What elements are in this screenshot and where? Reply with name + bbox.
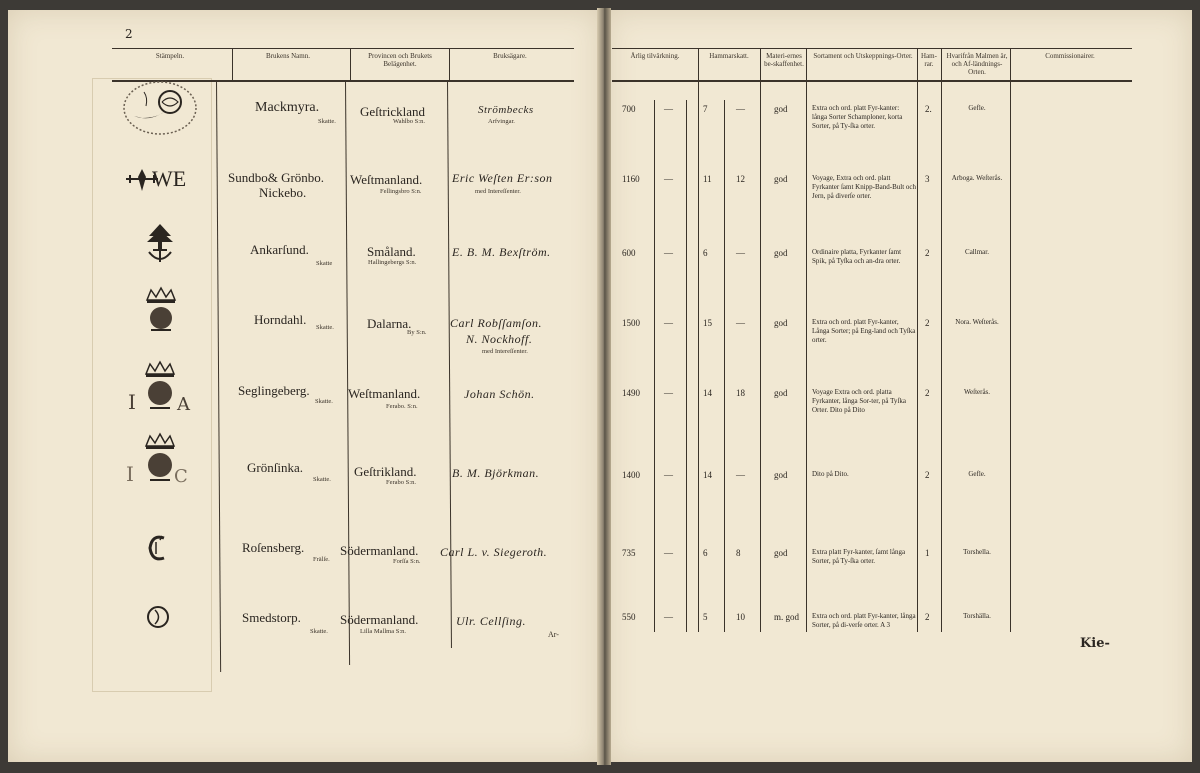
owner-note-2: med Intereſſenter. [475,188,521,195]
header-province: Provincen och Brukets Belägenhet. [368,52,432,68]
header-production: Årlig tilvärkning. [630,52,680,60]
province-1: Geſtrickland [360,104,425,119]
hammer-tax-b-1: — [736,104,745,114]
works-note-6: Skatte. [313,476,331,483]
production-6: 1400 [622,470,640,480]
production-dash-3: — [664,248,673,258]
production-dash-1: — [664,104,673,114]
header-commissioner: Commissionairer. [1045,52,1095,60]
works-name-1: Mackmyra. [255,100,320,115]
tree-anchor-icon [143,222,177,268]
page-number: 2 [125,27,133,41]
right-header-top-rule [612,48,1132,49]
hammer-tax-a-6: 14 [703,470,712,480]
hammers-2: 3 [925,174,930,184]
works-note-3: Skatte [316,260,333,267]
works-note-5: Skatte. [315,398,333,405]
left-col-rule-1 [232,48,233,81]
production-dash-8: — [664,612,673,622]
header-top-rule [112,48,574,49]
stamp-letter-i-a: I [128,390,136,414]
hammers-6: 2 [925,470,930,480]
province-8: Södermanland. [340,612,419,627]
hammer-tax-b-5: 18 [736,388,745,398]
province-3: Småland. [367,244,416,259]
assortment-7: Extra platt Fyr-kanter, ſamt långa Sorter, på Ty-ſka orter. [812,548,906,565]
header-hammer-tax: Hammarskatt. [709,52,749,60]
production-8: 550 [622,612,636,622]
hammer-tax-a-5: 14 [703,388,712,398]
assortment-2: Voyage, Extra och ord. platt Fyrkanter ſamt Knipp-Band-Bult och Jern, på diverſe orter. [812,174,917,200]
owner-note-1: Arfvingar. [488,118,515,125]
works-name-7: Roſensberg. [242,540,305,555]
production-dash-4: — [664,318,673,328]
works-name-2b: Nickebo. [259,185,307,200]
parish-5: Ferabo. S:n. [386,403,418,410]
production-5: 1490 [622,388,640,398]
works-note-1: Skatte. [318,118,336,125]
works-name-4: Horndahl. [254,312,307,327]
production-7: 735 [622,548,636,558]
hammer-tax-a-1: 7 [703,104,708,114]
hammers-4: 2 [925,318,930,328]
works-note-7: Frälſe. [313,556,330,563]
material-3: god [774,248,788,258]
stamp-letter-i-c: I [126,462,134,486]
left-col-rule-3 [449,48,450,81]
owner-4b: N. Nockhoff. [466,332,533,346]
blackletter-c-icon [144,532,170,564]
right-col-rule-3 [806,48,807,632]
header-assortment: Sortament och Utskeppnings-Orter. [813,52,913,60]
stamp-letter-a: A [177,394,190,415]
stamp-letter-c: C [174,466,188,487]
material-8: m. god [774,612,800,622]
right-col-rule-5 [941,48,942,632]
assortment-4: Extra och ord. platt Fyr-kanter, Långa Sorter; på Eng-land och Tyſka orter. [812,318,916,344]
material-7: god [774,548,788,558]
works-note-8: Skatte. [310,628,328,635]
header-hammers: Ham-rar. [921,52,937,68]
left-col-rule-2 [350,48,351,81]
material-5: god [774,388,788,398]
right-header-bottom-rule [612,80,1132,82]
works-name-2: Sundbo& Grönbo. [228,170,325,185]
crown-orb-ic-icon [142,432,178,486]
parish-8: Lilla Mallma S:n. [360,628,407,635]
assortment-8: Extra och ord. platt Fyr-kanter, långa Sorter, på di-verſe orter. A 3 [812,612,916,629]
owner-5: Johan Schön. [464,387,535,401]
hammer-tax-a-3: 6 [703,248,708,258]
origin-2: Arboga. Weſterås. [951,174,1003,182]
parish-7: Forſſa S:n. [393,558,421,565]
parish-1: Wahlbo S:n. [393,118,425,125]
hammer-tax-a-2: 11 [703,174,712,184]
material-6: god [774,470,788,480]
assortment-3: Ordinaire platta, Fyrkanter ſamt Spik, på Tyſka och an-dra orter. [812,248,902,265]
production-dash-5: — [664,388,673,398]
hammer-tax-b-7: 8 [736,548,741,558]
production-dash-2: — [664,174,673,184]
right-subcol-rule-3 [724,100,725,632]
province-4: Dalarna. [367,316,412,331]
production-dash-6: — [664,470,673,480]
parish-2: Fellingsbro S:n. [380,188,422,195]
hammers-8: 2 [925,612,930,622]
header-works: Brukens Namn. [266,52,310,60]
catchword: Kie- [1080,636,1110,651]
hammers-7: 1 [925,548,930,558]
hammer-tax-b-8: 10 [736,612,745,622]
works-name-6: Grönſinka. [247,460,303,475]
parish-3: Hallingebergs S:n. [368,259,417,266]
origin-7: Torshella. [963,548,991,556]
owner-6: B. M. Björkman. [452,466,540,480]
material-2: god [774,174,788,184]
production-2: 1160 [622,174,640,184]
owner-note-4: med Intereſſenter. [482,348,528,355]
origin-6: Gefle. [968,470,986,478]
production-3: 600 [622,248,636,258]
right-subcol-rule-2 [686,100,687,632]
right-col-rule-6 [1010,48,1011,632]
owner-1: Strömbecks [478,104,534,116]
hammer-tax-a-8: 5 [703,612,708,622]
owner-4: Carl Robſſamſon. [450,316,543,330]
assortment-6: Dito på Dito. [812,470,849,478]
right-col-rule-4 [917,48,918,632]
works-name-5: Seglingeberg. [238,383,310,398]
assortment-5: Voyage Extra och ord. platta Fyrkanter, långa Sor-ter, på Tyſka Orter. Dito på Dito [812,388,906,414]
origin-4: Nora. Weſterås. [955,318,999,326]
header-origin: Hvarifrån Malmen är, och Af-ländnings-Orten. [946,52,1008,76]
hammer-tax-a-7: 6 [703,548,708,558]
moon-face-icon [146,604,170,630]
origin-8: Torshälla. [963,612,991,620]
hammer-tax-b-6: — [736,470,745,480]
right-col-rule-1 [698,48,699,632]
snail-shell-seal-icon [120,78,200,138]
hammers-5: 2 [925,388,930,398]
assortment-1: Extra och ord. platt Fyr-kanter: långa Sorter Schamploner, korta Sorter, på Ty-ſka orter. [812,104,903,130]
owner-2: Eric Weſten Er:son [452,171,553,185]
origin-1: Gefle. [968,104,986,112]
hammer-tax-b-4: — [736,318,745,328]
owner-8: Ulr. Cellſing. [456,614,527,628]
production-dash-7: — [664,548,673,558]
origin-3: Callmar. [965,248,989,256]
hammer-tax-b-2: 12 [736,174,745,184]
works-note-4: Skatte. [316,324,334,331]
province-6: Geſtrikland. [354,464,417,479]
hammer-tax-a-4: 15 [703,318,712,328]
works-name-3: Ankarſund. [250,242,309,257]
stamp-we-letters: WE [152,166,187,191]
province-7: Södermanland. [340,543,419,558]
material-4: god [774,318,788,328]
right-col-rule-2 [760,48,761,632]
hammer-tax-b-3: — [736,248,745,258]
production-1: 700 [622,104,636,114]
origin-5: Weſterås. [963,388,991,396]
works-name-8: Smedstorp. [242,610,301,625]
crown-orb-ia-icon [142,360,178,414]
province-2: Weſtmanland. [350,172,423,187]
header-owner: Bruksägare. [493,52,527,60]
header-stamp: Stämpeln. [155,52,185,60]
material-1: god [774,104,788,114]
owner-3: E. B. M. Bexſtröm. [452,245,551,259]
crown-orb-icon [143,286,179,336]
production-4: 1500 [622,318,640,328]
parish-4: By S:n. [407,329,427,336]
right-subcol-rule-1 [654,100,655,632]
hammers-3: 2 [925,248,930,258]
header-material: Materi-ernes be-skaffenhet. [764,52,804,68]
hammers-1: 2. [925,104,932,114]
owner-note-8: Ar- [548,630,559,639]
parish-6: Ferabo S:n. [386,479,416,486]
owner-7: Carl L. v. Siegeroth. [440,545,548,559]
book-gutter [597,8,611,765]
province-5: Weſtmanland. [348,386,421,401]
